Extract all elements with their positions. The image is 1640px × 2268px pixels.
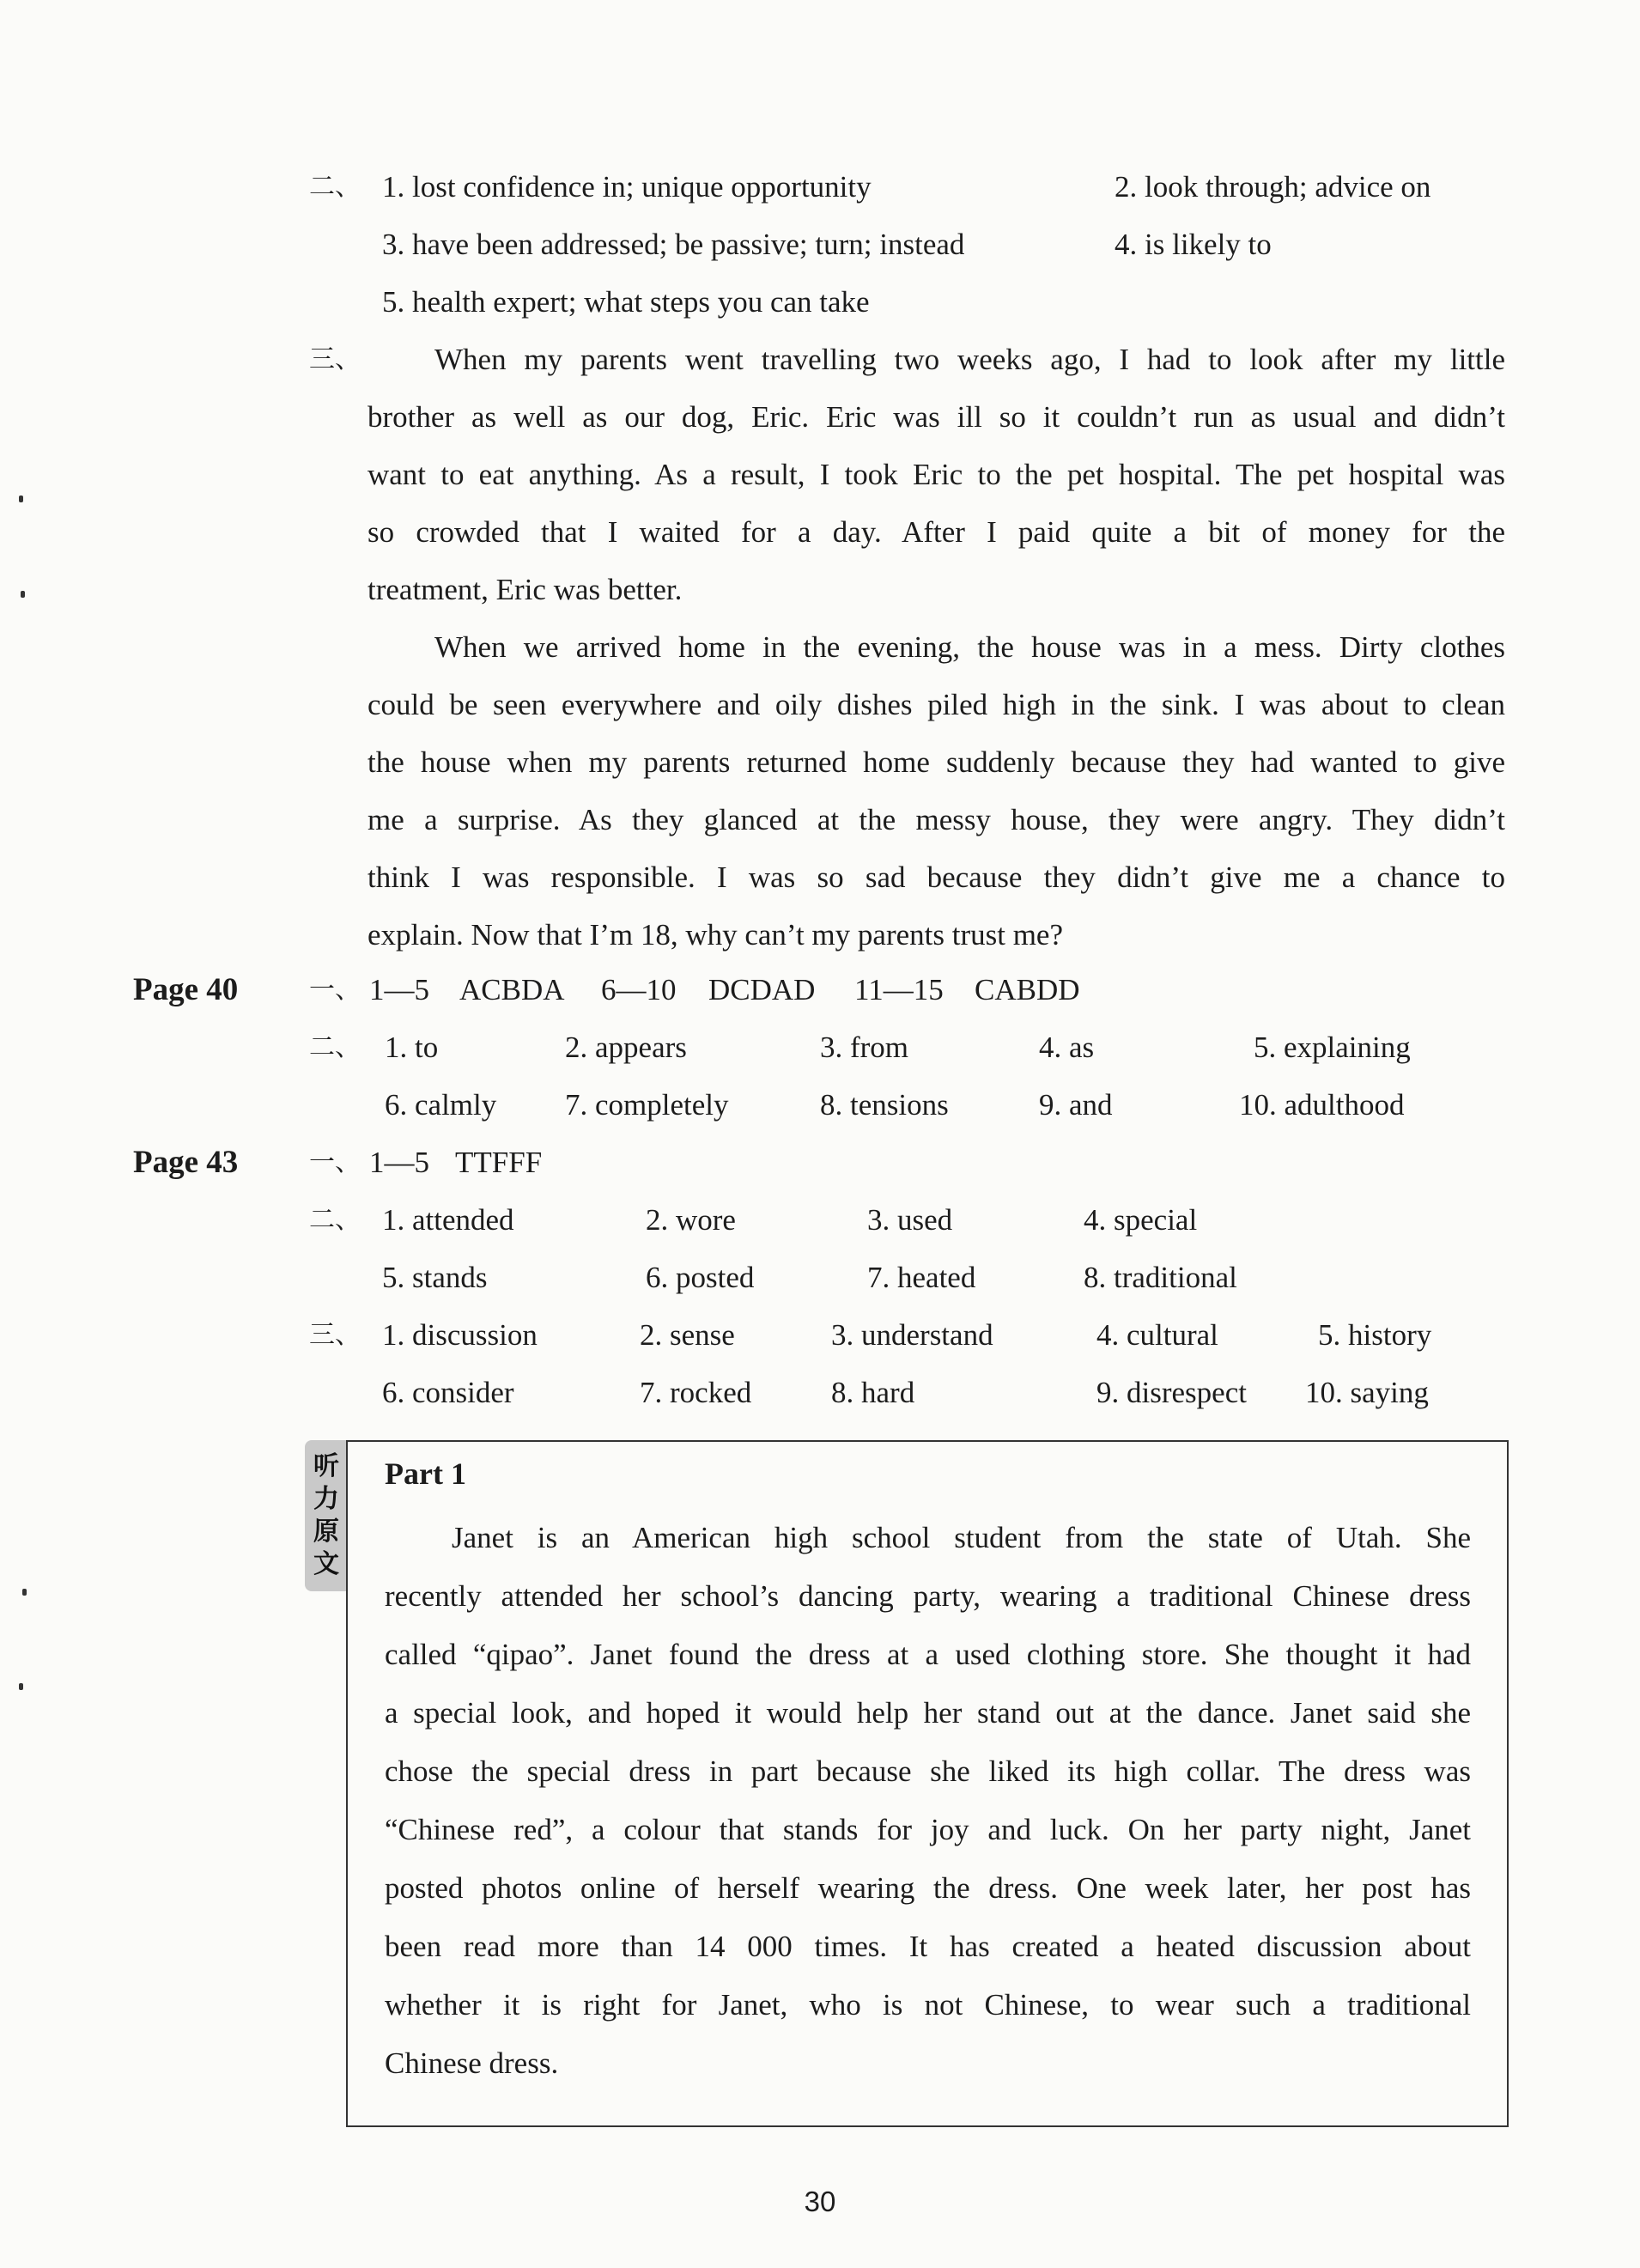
scan-speck [19,496,23,502]
essay-paragraph-1 [367,331,1505,618]
answer-item: 8. hard [831,1376,915,1409]
tab-char: 文 [313,1549,339,1579]
answer-item: 3. understand [831,1318,993,1352]
transcript-line: called “qipao”. Janet found the dress at a used clothing store. She thought it had [385,1638,1471,1671]
answer-item: 4. special [1084,1203,1198,1237]
section-marker-one: 一、 [309,1147,361,1177]
answer-item: 8. traditional [1084,1261,1237,1294]
essay-line: the house when my parents returned home suddenly because they had wanted to give [367,745,1505,779]
answer-item: 6. consider [382,1376,514,1409]
answer-item: 2. look through; advice on [1115,170,1431,204]
section-marker-two: 二、 [309,172,361,202]
answer-range: 1—5 [369,973,429,1006]
answer-item: 4. cultural [1096,1318,1218,1352]
answer-item: 4. is likely to [1115,228,1272,261]
answer-range: 11—15 [854,973,944,1006]
answer-item: 5. explaining [1254,1031,1411,1064]
transcript-line: chose the special dress in part because she liked its high collar. The dress was [385,1754,1471,1788]
answer-item: 1. discussion [382,1318,538,1352]
page-number: 30 [804,2186,836,2217]
essay-line: brother as well as our dog, Eric. Eric was ill so it couldn’t run as usual and didn’t [367,400,1505,434]
transcript-line: posted photos online of herself wearing the dress. One week later, her post has [385,1871,1471,1905]
answer-key: DCDAD [708,973,816,1006]
answer-item: 3. have been addressed; be passive; turn; instead [382,228,965,261]
answer-range: 1—5 [369,1146,429,1179]
transcript-line: a special look, and hoped it would help her stand out at the dance. Janet said she [385,1696,1471,1730]
answer-item: 5. stands [382,1261,488,1294]
answer-item: 5. health expert; what steps you can take [382,285,870,319]
essay-line: think I was responsible. I was so sad because they didn’t give me a chance to [367,860,1505,894]
essay-paragraph-2 [367,618,1505,964]
section-marker-two: 二、 [309,1205,361,1235]
answer-item: 7. completely [565,1088,729,1122]
answer-range: 6—10 [601,973,677,1006]
essay-line: me a surprise. As they glanced at the messy house, they were angry. They didn’t [367,803,1505,836]
answer-item: 3. used [867,1203,953,1237]
answer-item: 10. saying [1305,1376,1429,1409]
answer-item: 3. from [820,1031,909,1064]
tab-char: 力 [313,1484,339,1514]
answer-item: 2. sense [640,1318,735,1352]
transcript-line: “Chinese red”, a colour that stands for joy and luck. On her party night, Janet [385,1813,1471,1846]
essay-line: treatment, Eric was better. [367,573,683,606]
transcript-line: recently attended her school’s dancing party, wearing a traditional Chinese dress [385,1579,1471,1613]
page-40-label: Page 40 [133,972,239,1007]
answer-item: 1. lost confidence in; unique opportunity [382,170,872,204]
transcript-line: Chinese dress. [385,2046,559,2080]
answer-key: CABDD [975,973,1080,1006]
essay-line: When we arrived home in the evening, the house was in a mess. Dirty clothes [434,630,1505,664]
answer-item: 7. heated [867,1261,976,1294]
transcript-line: Janet is an American high school student from the state of Utah. She [452,1521,1471,1554]
answer-item: 9. and [1039,1088,1113,1122]
answer-item: 4. as [1039,1031,1095,1064]
answer-item: 2. appears [565,1031,687,1064]
answer-item: 6. posted [646,1261,755,1294]
essay-line: When my parents went travelling two weeks ago, I had to look after my little [434,343,1505,376]
answer-item: 8. tensions [820,1088,949,1122]
transcript-line: whether it is right for Janet, who is not Chinese, to wear such a traditional [385,1988,1471,2022]
tab-char: 原 [313,1517,339,1547]
essay-line: so crowded that I waited for a day. After I paid quite a bit of money for the [367,515,1505,549]
answer-item: 1. attended [382,1203,514,1237]
section-marker-one: 一、 [309,975,361,1005]
essay-line: could be seen everywhere and oily dishes piled high in the sink. I was about to clean [367,688,1505,721]
scan-speck [21,591,25,598]
section-marker-two: 二、 [309,1032,361,1062]
listening-transcript-box [346,1440,1509,2127]
transcript-line: been read more than 14 000 times. It has created a heated discussion about [385,1930,1471,1963]
transcript-text [385,1509,1471,2093]
section-marker-three: 三、 [309,1320,361,1350]
page-43-label: Page 43 [133,1145,239,1180]
section-marker-three: 三、 [309,344,361,374]
scan-speck [22,1589,27,1596]
transcript-title: Part 1 [385,1456,466,1491]
answer-item: 6. calmly [385,1088,497,1122]
tab-char: 听 [313,1451,339,1481]
essay-line: explain. Now that I’m 18, why can’t my parents trust me? [367,918,1063,952]
answer-item: 5. history [1318,1318,1432,1352]
answer-item: 2. wore [646,1203,736,1237]
listening-transcript-tab [305,1440,348,1591]
answer-item: 10. adulthood [1239,1088,1405,1122]
answer-item: 7. rocked [640,1376,752,1409]
essay-line: want to eat anything. As a result, I took Eric to the pet hospital. The pet hospital was [367,458,1505,491]
scan-speck [19,1683,23,1690]
answer-item: 1. to [385,1031,439,1064]
answer-key: ACBDA [459,973,565,1006]
answer-item: 9. disrespect [1096,1376,1247,1409]
answer-key: TTFFF [455,1146,543,1179]
